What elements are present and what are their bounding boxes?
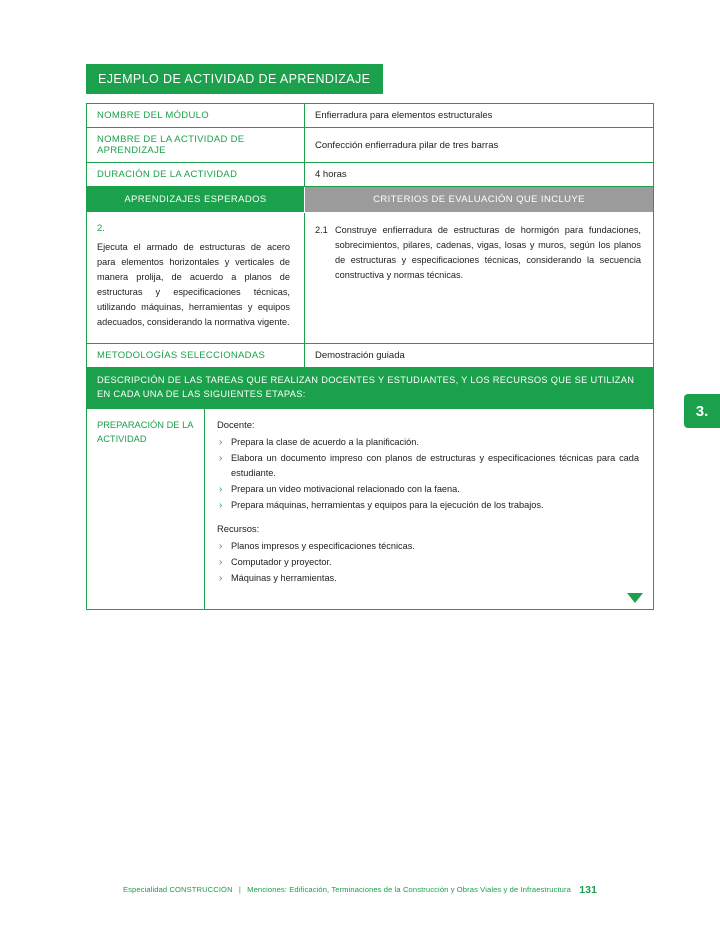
activity-name-value: Confección enfierradura pilar de tres barras [315,139,499,151]
metodologias-label: METODOLOGÍAS SELECCIONADAS [87,344,305,367]
criterio-cell [305,213,653,343]
description-bar: DESCRIPCIÓN DE LAS TAREAS QUE REALIZAN DOCENTES Y ESTUDIANTES, Y LOS RECURSOS QUE SE UTILIZAN EN CADA UNA DE LAS SIGUIENTES ETAPAS: [87,368,653,409]
table-row [87,128,653,163]
aprendizaje-number: 2. [97,223,105,234]
table-row [87,163,653,187]
metodologias-value: Demostración guiada [315,350,405,362]
duration-label: DURACIÓN DE LA ACTIVIDAD [87,163,305,186]
chapter-tab [684,394,720,428]
list-item: › Prepara máquinas, herramientas y equipos para la ejecución de los trabajos. [217,498,639,513]
footer-mentions: Menciones: Edificación, Terminaciones de la Construcción y Obras Viales y de Infraestructura [247,885,571,894]
header-aprendizajes-esperados: APRENDIZAJES ESPERADOS [87,187,305,212]
activity-table [86,103,654,610]
list-item: › Elabora un documento impreso con planos de estructuras y especificaciones técnicas para cada estudiante. [217,451,639,481]
module-name-value: Enfierradura para elementos estructurales [315,110,493,121]
recursos-title: Recursos: [217,522,260,534]
header-criterios-evaluacion: CRITERIOS DE EVALUACIÓN QUE INCLUYE [305,187,653,212]
docente-list [217,435,639,513]
footer-specialty: Especialidad CONSTRUCCIÓN [122,885,233,894]
section-headers-row [87,187,653,213]
criterio-text: Construye enfierradura de estructuras de hormigón para fundaciones, sobrecimientos, pilares, cadenas, vigas, losas y muros, según los planos de estructuras y especificaciones técnicas, considerando la secuencia constructiva y normas técnicas. [335,225,641,280]
criterio-item [315,223,641,283]
activity-name-label: NOMBRE DE LA ACTIVIDAD DE APRENDIZAJE [87,128,305,162]
list-item: › Máquinas y herramientas. [217,571,639,586]
duration-value: 4 horas [315,169,347,180]
list-item: › Planos impresos y especificaciones técnicas. [217,539,639,554]
etapa-content [205,409,653,609]
aprendizaje-cell [87,213,305,343]
footer-separator: | [238,885,241,894]
docente-title: Docente: [217,419,255,431]
recursos-list [217,539,639,586]
module-name-label: NOMBRE DEL MÓDULO [87,104,305,127]
aprendizaje-text: Ejecuta el armado de estructuras de acero para elementos horizontales y verticales de manera prolija, de acuerdo a planos de estructuras y especificaciones técnicas, utilizando máquinas, herramientas y equipos adecuados, considerando la normativa vigente. [97,242,290,327]
learning-outcomes-row [87,213,653,344]
chapter-tab-label: 3. [695,402,709,420]
etapa-row [87,409,653,609]
etapa-label: PREPARACIÓN DE LA ACTIVIDAD [87,409,205,609]
list-item: › Computador y proyector. [217,555,639,570]
table-row [87,344,653,368]
criterio-number: 2.1 [315,225,328,235]
page-footer [0,884,720,896]
page-number: 131 [579,884,598,896]
list-item: › Prepara la clase de acuerdo a la planificación. [217,435,639,450]
banner-title: EJEMPLO DE ACTIVIDAD DE APRENDIZAJE [98,72,371,86]
list-item: › Prepara un video motivacional relacionado con la faena. [217,482,639,497]
arrow-down-icon [627,593,643,603]
table-row [87,104,653,128]
activity-banner [86,64,383,94]
